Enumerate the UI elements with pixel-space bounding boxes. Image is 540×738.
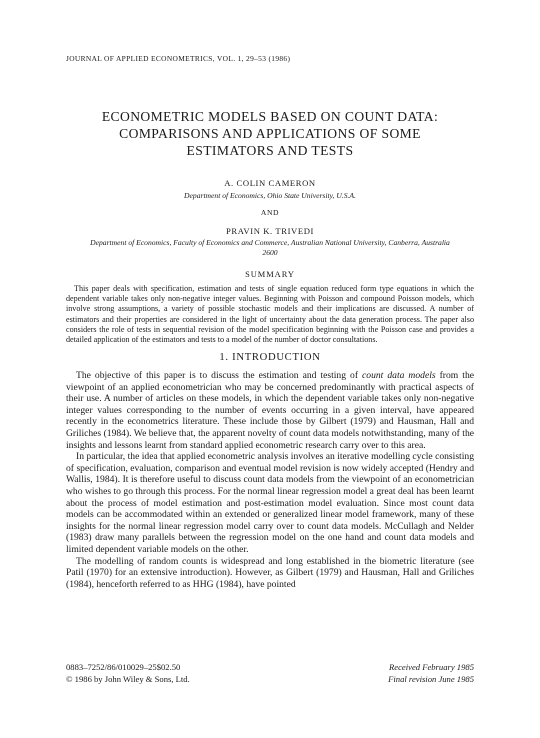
paragraph-2: In particular, the idea that applied econometric analysis involves an iterative modelling cycle consisting of specification, evaluation, comparison and eventual model revision is now widely accepted (Hendry and Wallis, 1984). It is therefore useful to discuss count data models from the viewpoint of an econometrician who wishes to go through this process. For the normal linear regression model a great deal has been learnt about the process of model estimation and post-estimation model evaluation. Since most count data models can be accommodated within an extended or generalized linear model framework, many of these insights for the normal linear regression model carry over to count data models. McCullagh and Nelder (1983) draw many parallels between the regression model on the one hand and count data models and limited dependent variable models on the other.	[66, 451, 474, 555]
summary-heading: SUMMARY	[245, 270, 295, 279]
paragraph-1-italic: count data models	[362, 370, 436, 381]
footer-revised: Final revision June 1985	[388, 674, 474, 684]
introduction-body	[66, 370, 474, 590]
footer-received: Received February 1985	[389, 662, 474, 672]
footer-code: 0883–7252/86/010029–25$02.50	[66, 662, 181, 672]
title-line-2: COMPARISONS AND APPLICATIONS OF SOME	[119, 126, 421, 141]
affiliation-2-line-1: Department of Economics, Faculty of Economics and Commerce, Australian National University, Canberra, Australia	[90, 238, 450, 247]
section-heading-introduction: 1. INTRODUCTION	[219, 352, 321, 363]
author-2: PRAVIN K. TRIVEDI	[226, 226, 314, 236]
summary-text: This paper deals with specification, estimation and tests of single equation reduced form type equations in which the dependent variable takes only non-negative integer values. Beginning with Poisson and compound Poisson models, which involve strong assumptions, a variety of possible stochastic models and their implications are discussed. A number of estimators and their properties are considered in the light of uncertainty about the data generation process. The paper also considers the role of tests in sequential revision of the model specification beginning with the Poisson case and provides a detailed application of the estimators and tests to a model of the number of doctor consultations.	[66, 284, 474, 345]
journal-header: JOURNAL OF APPLIED ECONOMETRICS, VOL. 1, 29–53 (1986)	[66, 54, 291, 63]
summary-abstract	[66, 284, 474, 345]
title-line-3: ESTIMATORS AND TESTS	[186, 143, 354, 158]
affiliation-1: Department of Economics, Ohio State University, U.S.A.	[184, 191, 356, 200]
paragraph-1-a: The objective of this paper is to discuss the estimation and testing of	[76, 370, 363, 381]
affiliation-2	[55, 238, 485, 258]
paragraph-1-b: from the viewpoint of an applied econometrician who may be concerned predominantly with practical aspects of their use. A number of articles on these models, in which the dependent variable takes only non-negative integer values corresponding to the number of events occurring in a given interval, have appeared recently in the econometrics literature. These include those by Gilbert (1979) and Hausman, Hall and Griliches (1984). We believe that, the apparent novelty of count data models notwithstanding, many of the insights and lessons learnt from standard applied econometric research carry over to this area.	[66, 370, 474, 451]
paragraph-1	[66, 370, 474, 451]
affiliation-2-line-2: 2600	[262, 248, 278, 257]
and-separator: AND	[260, 208, 280, 217]
footer-copyright: © 1986 by John Wiley & Sons, Ltd.	[66, 674, 190, 684]
paper-title	[40, 108, 500, 159]
title-line-1: ECONOMETRIC MODELS BASED ON COUNT DATA:	[101, 109, 439, 124]
paragraph-3: The modelling of random counts is widespread and long established in the biometric literature (see Patil (1970) for an extensive introduction). However, as Gilbert (1979) and Hausman, Hall and Griliches (1984), henceforth referred to as HHG (1984), have pointed	[66, 555, 474, 590]
author-1: A. COLIN CAMERON	[224, 178, 316, 188]
